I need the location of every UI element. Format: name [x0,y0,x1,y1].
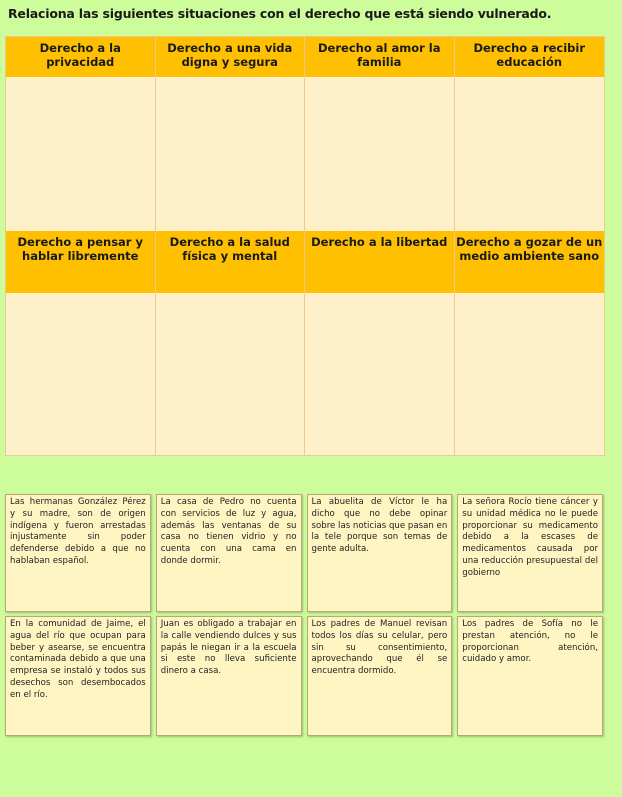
drop-zone-libertad[interactable] [305,293,455,455]
right-header-pensar-hablar: Derecho a pensar y hablar libremente [6,231,156,293]
right-header-amor-familia: Derecho al amor la familia [305,37,455,77]
situation-card-pedro[interactable]: La casa de Pedro no cuenta con servicios de luz y agua, además las ventanas de su casa no tienen vidrio y no cuenta con una cama en donde dormir. [156,494,302,612]
drop-zone-salud[interactable] [156,293,306,455]
situation-card-rocio[interactable]: La señora Rocío tiene cáncer y su unidad médica no le puede proporcionar su medicamento debido a la escases de medicamentos causada por una reducción presupuestal del gobierno [457,494,603,612]
rights-table [5,36,605,456]
page-title: Relaciona las siguientes situaciones con el derecho que está siendo vulnerado. [8,6,552,21]
situation-cards [5,494,603,732]
right-header-vida-digna: Derecho a una vida digna y segura [156,37,306,77]
right-header-privacidad: Derecho a la privacidad [6,37,156,77]
situation-card-jaime[interactable]: En la comunidad de Jaime, el agua del río que ocupan para beber y asearse, se encuentra contaminada debido a que una empresa se instaló y todos sus desechos son desembocados en el río. [5,616,151,736]
drop-zone-vida-digna[interactable] [156,77,306,231]
situation-card-juan[interactable]: Juan es obligado a trabajar en la calle vendiendo dulces y sus papás le niegan ir a la escuela si este no lleva suficiente dinero a casa. [156,616,302,736]
situation-card-manuel[interactable]: Los padres de Manuel revisan todos los días su celular, pero sin su consentimiento, aprovechando que él se encuentra dormido. [307,616,453,736]
right-header-libertad: Derecho a la libertad [305,231,455,293]
drop-zone-amor-familia[interactable] [305,77,455,231]
drop-zone-privacidad[interactable] [6,77,156,231]
situation-card-gonzalez[interactable]: Las hermanas González Pérez y su madre, son de origen indígena y fueron arrestadas injustamente sin poder defenderse debido a que no hablaban español. [5,494,151,612]
right-header-salud: Derecho a la salud física y mental [156,231,306,293]
drop-zone-medio-ambiente[interactable] [455,293,605,455]
right-header-medio-ambiente: Derecho a gozar de un medio ambiente sano [455,231,605,293]
drop-zone-pensar-hablar[interactable] [6,293,156,455]
right-header-educacion: Derecho a recibir educación [455,37,605,77]
situation-card-victor[interactable]: La abuelita de Víctor le ha dicho que no debe opinar sobre las noticias que pasan en la tele porque son temas de gente adulta. [307,494,453,612]
situation-card-sofia[interactable]: Los padres de Sofía no le prestan atención, no le proporcionan atención, cuidado y amor. [457,616,603,736]
drop-zone-educacion[interactable] [455,77,605,231]
